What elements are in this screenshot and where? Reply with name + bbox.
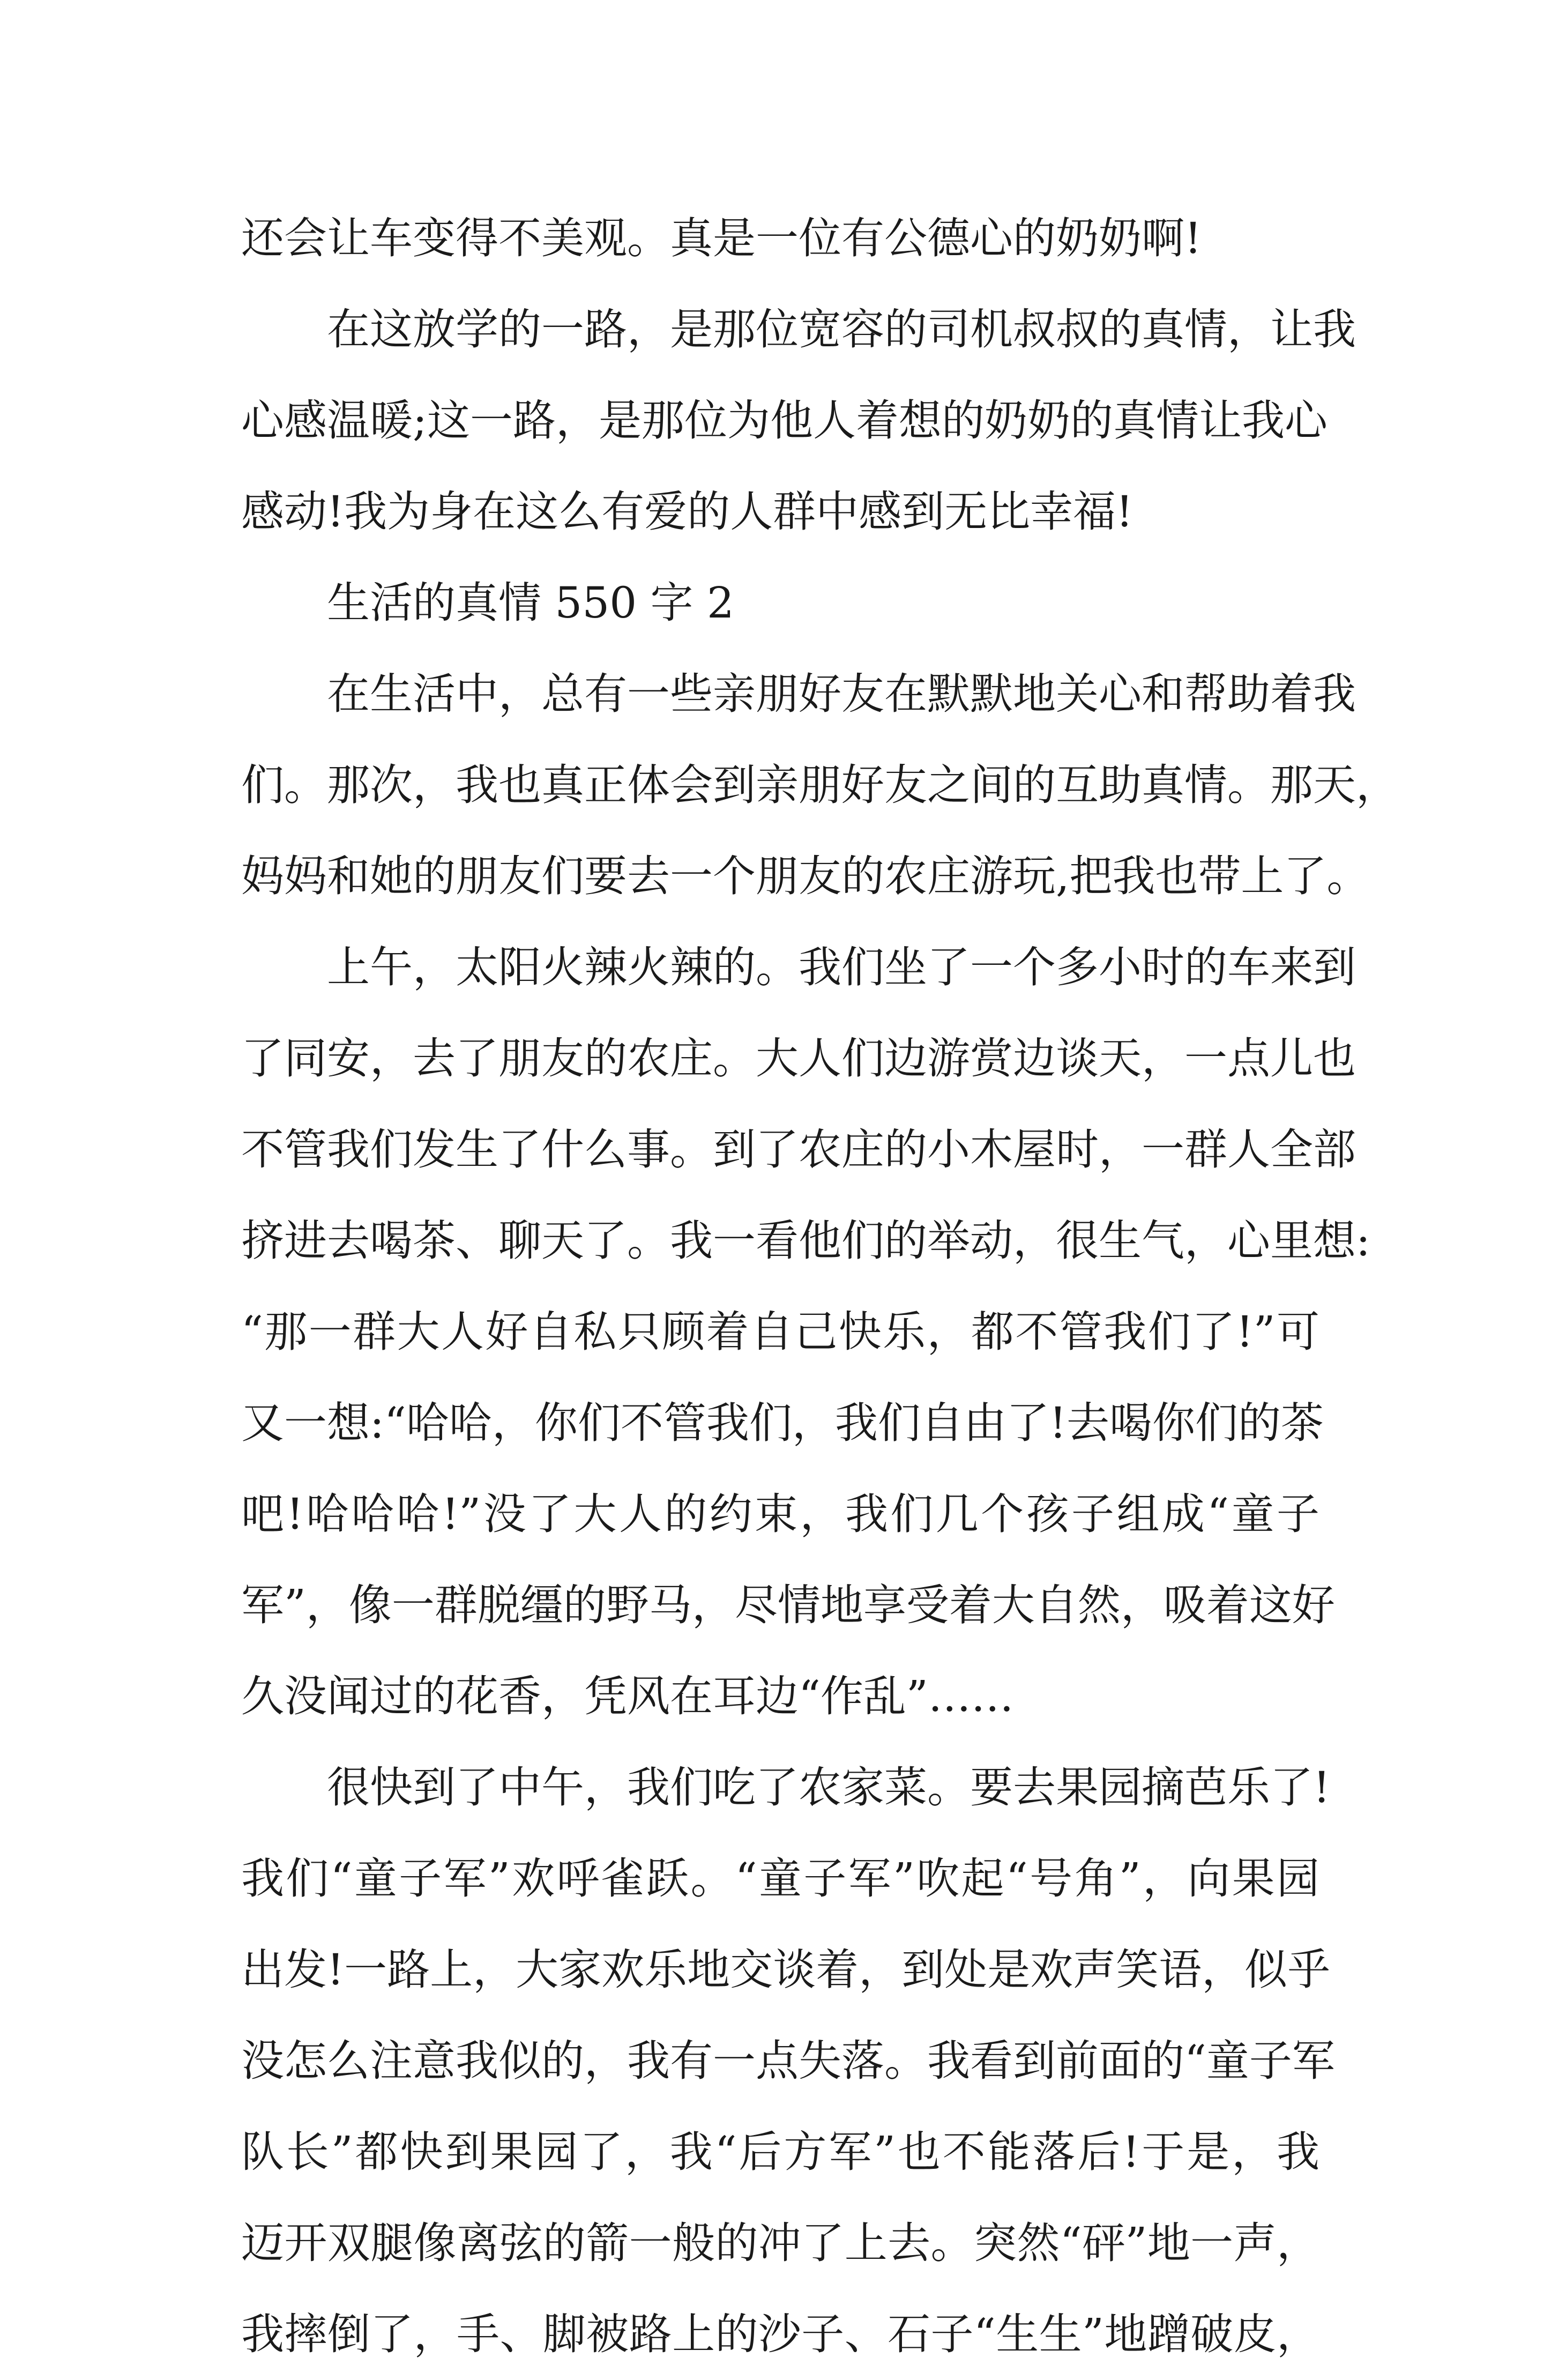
text-line: 吧!哈哈哈!”没了大人的约束，我们几个孩子组成“童子 bbox=[241, 1489, 1319, 1539]
text-line: 迈开双腿像离弦的箭一般的冲了上去。突然“砰”地一声， bbox=[241, 2218, 1319, 2268]
text-line: “那一群大人好自私只顾着自己快乐，都不管我们了!”可 bbox=[241, 1307, 1319, 1357]
section-heading bbox=[241, 557, 1319, 649]
document-body bbox=[241, 193, 1399, 2380]
text-line: 挤进去喝茶、聊天了。我一看他们的举动，很生气，心里想: bbox=[241, 1216, 1370, 1266]
text-line: 生活的真情 550 字 2 bbox=[327, 578, 734, 628]
text-line: 妈妈和她的朋友们要去一个朋友的农庄游玩,把我也带上了。 bbox=[241, 851, 1370, 901]
text-line: 在生活中，总有一些亲朋好友在默默地关心和帮助着我 bbox=[327, 669, 1356, 719]
paragraph-3 bbox=[241, 649, 1399, 922]
text-line: 没怎么注意我似的，我有一点失落。我看到前面的“童子军 bbox=[241, 2036, 1335, 2086]
text-line: 在这放学的一路，是那位宽容的司机叔叔的真情，让我 bbox=[327, 304, 1356, 354]
text-line: 很快到了中午，我们吃了农家菜。要去果园摘芭乐了! bbox=[327, 1762, 1331, 1812]
text-line: 我们“童子军”欢呼雀跃。“童子军”吹起“号角”，向果园 bbox=[241, 1854, 1319, 1903]
text-line: 我摔倒了，手、脚被路上的沙子、石子“生生”地蹭破皮， bbox=[241, 2309, 1319, 2359]
text-line: 上午，太阳火辣火辣的。我们坐了一个多小时的车来到 bbox=[327, 942, 1356, 992]
text-line: 军”，像一群脱缰的野马，尽情地享受着大自然，吸着这好 bbox=[241, 1580, 1335, 1630]
text-line: 还会让车变得不美观。真是一位有公德心的奶奶啊! bbox=[241, 213, 1202, 263]
paragraph-1 bbox=[241, 193, 1319, 284]
text-line: 了同安，去了朋友的农庄。大人们边游赏边谈天，一点儿也 bbox=[241, 1033, 1356, 1083]
text-line: 队长”都快到果园了，我“后方军”也不能落后!于是，我 bbox=[241, 2127, 1319, 2177]
text-line: 不管我们发生了什么事。到了农庄的小木屋时，一群人全部 bbox=[241, 1125, 1356, 1174]
paragraph-4 bbox=[241, 922, 1370, 1742]
text-line: 出发!一路上，大家欢乐地交谈着，到处是欢声笑语，似乎 bbox=[241, 1945, 1331, 1995]
text-line: 又一想:“哈哈，你们不管我们，我们自由了!去喝你们的茶 bbox=[241, 1398, 1324, 1448]
text-line: 感动!我为身在这么有爱的人群中感到无比幸福! bbox=[241, 487, 1134, 537]
text-line: 心感温暖;这一路，是那位为他人着想的奶奶的真情让我心 bbox=[241, 396, 1328, 445]
paragraph-2 bbox=[241, 284, 1356, 557]
paragraph-5 bbox=[241, 1742, 1335, 2380]
text-line: 久没闻过的花香，凭风在耳边“作乱”…… bbox=[241, 1671, 1014, 1721]
text-line: 们。那次，我也真正体会到亲朋好友之间的互助真情。那天， bbox=[241, 760, 1399, 810]
